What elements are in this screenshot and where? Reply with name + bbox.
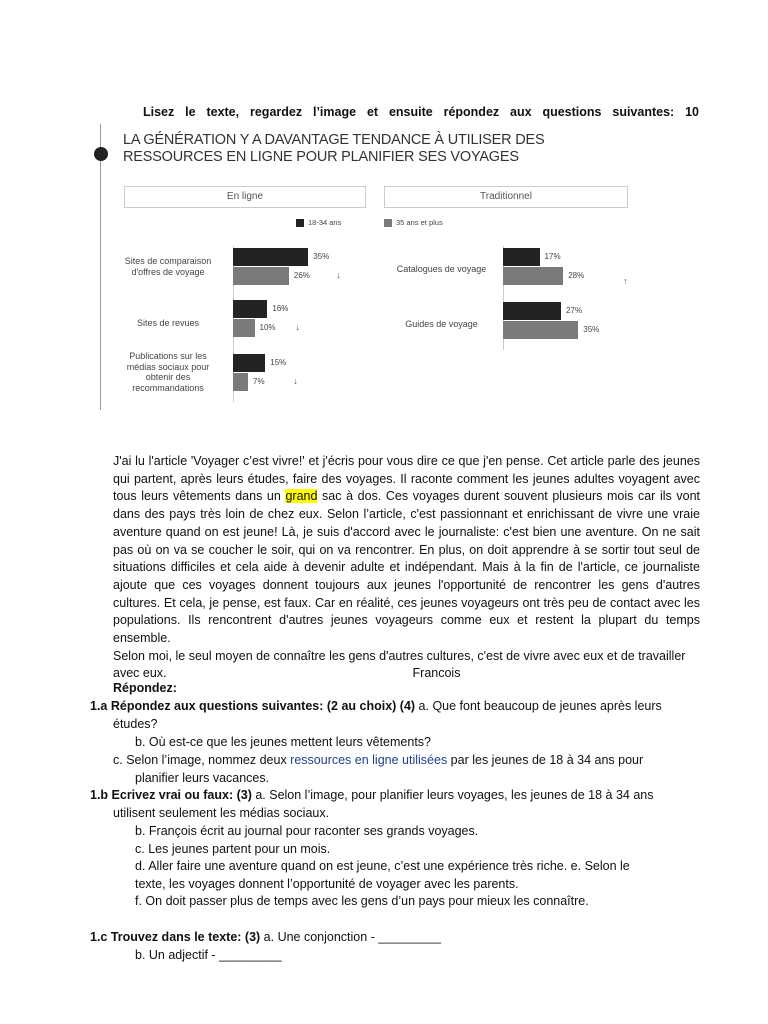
infographic-rule — [100, 124, 101, 410]
question-1b-a: a. Selon l’image, pour planifier leurs voyages, les jeunes de 18 à 34 ans — [251, 788, 654, 802]
question-1c-a: a. Une conjonction - _________ — [260, 930, 441, 944]
letter-closing-line — [113, 665, 700, 683]
legend-swatch-dark — [296, 219, 304, 227]
data-label: 15% — [270, 358, 287, 367]
question-1b-f: f. On doit passer plus de temps avec les gens d’un pays pour mieux les connaître. — [135, 894, 589, 908]
category-label-line: obtenir des — [145, 372, 191, 382]
legend-label-young: 18-34 ans — [308, 218, 342, 227]
question-1a-heading: 1.a Répondez aux questions suivantes: (2 au choix) (4) — [90, 699, 416, 713]
category-label-social — [108, 351, 228, 393]
letter-text — [113, 453, 700, 683]
question-1a-c-cont: planifier leurs vacances. — [135, 771, 270, 785]
letter-paragraph — [113, 453, 700, 648]
question-1a — [90, 698, 662, 716]
question-1c — [90, 929, 441, 947]
bar-35-plus — [503, 267, 563, 285]
arrow-up-icon: ↑ — [623, 276, 628, 286]
data-label: 10% — [259, 323, 276, 332]
question-1b-a-cont: utilisent seulement les médias sociaux. — [113, 806, 330, 820]
category-label-line: Publications sur les — [129, 351, 207, 361]
data-label: 17% — [544, 252, 561, 261]
question-1b-b: b. François écrit au journal pour raconter ses grands voyages. — [135, 824, 479, 838]
data-label: 26% — [293, 271, 310, 280]
arrow-down-icon: ↓ — [336, 270, 341, 280]
data-label: 28% — [568, 271, 585, 280]
chart-title-line-1: LA GÉNÉRATION Y A DAVANTAGE TENDANCE À UTILISER DES — [123, 132, 545, 148]
arrow-down-icon: ↓ — [293, 376, 298, 386]
legend-item-young — [296, 218, 341, 227]
question-1c-b: b. Un adjectif - _________ — [135, 948, 282, 962]
data-label: 27% — [566, 306, 583, 315]
question-1a-b: b. Où est-ce que les jeunes mettent leurs vêtements? — [135, 735, 431, 749]
question-1a-c — [113, 752, 643, 770]
signature: Francois — [412, 666, 461, 681]
questions-title — [113, 680, 177, 698]
letter-text-run: J'ai lu l'article 'Voyager c’est vivre!' et j'écris pour vous dire ce que j'en pense. Cet article parle des jeunes qui partent, après leurs études, faire des voyages. Il raconte comment les jeunes adultes voyagent avec tous leurs vêtements dans un — [113, 454, 700, 504]
category-label-catalogues: Catalogues de voyage — [396, 264, 487, 274]
highlighted-word: grand — [285, 489, 318, 504]
category-label-line: médias sociaux pour — [126, 361, 210, 372]
legend-label-older: 35 ans et plus — [396, 218, 443, 227]
category-label-line: d'offres de voyage — [131, 267, 205, 277]
question-1a-c-text: c. Selon l’image, nommez deux — [113, 753, 291, 767]
bar-18-34 — [503, 302, 561, 320]
bar-35-plus — [233, 319, 255, 337]
letter-text-run: sac à dos. Ces voyages durent souvent plusieurs mois car ils vont dans des pays très loin de chez eux. Selon l’article, c'est passionnant et enrichissant de vivre une vraie aventure quand on est jeune! Là, je suis d'accord avec le journaliste: c'est bien une aventure. On ne sait pas où on va se coucher le soir, qui on va rencontrer. En plus, on doit apprendre à se sortir tout seul de situations difficiles et cela aide à devenir adulte et indépendant. Mais à la fin de l'article, ce journaliste ajoute que ces voyages donnent toujours aux jeunes l'opportunité de rencontrer les gens d'autres cultures. Et cela, je pense, est faux. Car en réalité, ces jeunes voyageurs ont très peu de contact avec les populations. Ils rencontrent d'autres jeunes voyageurs comme eux et restent la plupart du temps ensemble. — [113, 489, 700, 646]
questions-title-text: Répondez: — [113, 681, 177, 695]
question-1b-e-cont: texte, les voyages donnent l’opportunité de voyager avec les parents. — [135, 877, 519, 891]
bar-18-34 — [233, 354, 265, 372]
data-label: 35% — [583, 325, 600, 334]
exercise-heading: Lisez le texte, regardez l’image et ensuite répondez aux questions suivantes: 10 — [143, 105, 699, 119]
letter-paragraph-2: Selon moi, le seul moyen de connaître les gens d'autres cultures, c'est de vivre avec eux et de travailler — [113, 648, 686, 663]
panel-head-online: En ligne — [124, 186, 366, 208]
bar-18-34 — [233, 248, 308, 266]
question-1b — [90, 787, 654, 805]
bullet-dot-icon — [94, 147, 108, 161]
chart-title-line-2: RESSOURCES EN LIGNE POUR PLANIFIER SES VOYAGES — [123, 149, 519, 165]
category-label-line: Sites de comparaison — [124, 256, 212, 266]
infographic — [88, 122, 638, 412]
category-label-reviews: Sites de revues — [136, 318, 200, 328]
question-1a-a-cont: études? — [113, 717, 158, 731]
panel-head-traditional: Traditionnel — [384, 186, 628, 208]
bar-35-plus — [503, 321, 578, 339]
legend-item-older — [384, 218, 443, 227]
legend-swatch-light — [384, 219, 392, 227]
data-label: 16% — [272, 304, 289, 313]
question-1c-heading: 1.c Trouvez dans le texte: (3) — [90, 930, 261, 944]
chart-title — [123, 132, 593, 166]
question-1a-c-end: par les jeunes de 18 à 34 ans pour — [447, 753, 644, 767]
arrow-down-icon: ↓ — [295, 322, 300, 332]
question-1a-a: a. Que font beaucoup de jeunes après leurs — [415, 699, 662, 713]
bar-35-plus — [233, 267, 289, 285]
question-1a-c-blue: ressources en ligne utilisées — [290, 753, 448, 767]
bar-35-plus — [233, 373, 248, 391]
question-1b-d: d. Aller faire une aventure quand on est jeune, c’est une expérience très riche. e. Selon le — [135, 859, 630, 873]
category-label-comparison — [108, 256, 228, 278]
data-label: 35% — [313, 252, 330, 261]
letter-closing: avec eux. — [113, 666, 167, 681]
category-label-line: recommandations — [132, 382, 204, 393]
question-1b-heading: 1.b Ecrivez vrai ou faux: (3) — [90, 788, 252, 802]
category-label-guides: Guides de voyage — [405, 319, 478, 329]
question-1b-c: c. Les jeunes partent pour un mois. — [135, 842, 331, 856]
bar-18-34 — [503, 248, 540, 266]
bar-18-34 — [233, 300, 267, 318]
data-label: 7% — [253, 377, 265, 386]
